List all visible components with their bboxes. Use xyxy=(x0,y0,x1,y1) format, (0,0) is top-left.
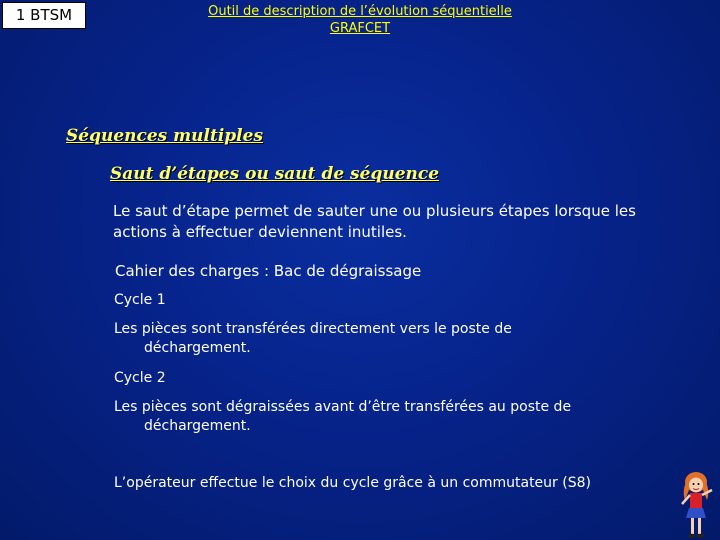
cycle2-text-line2: déchargement. xyxy=(144,418,251,434)
slide-header xyxy=(170,3,550,37)
cycle1-text-line1: Les pièces sont transférées directement vers le poste de xyxy=(114,321,512,337)
section-title: Séquences multiples xyxy=(66,126,264,146)
cycle1-text-line2: déchargement. xyxy=(144,340,251,356)
cycle2-text xyxy=(114,398,571,436)
cartoon-girl-figure xyxy=(676,470,718,540)
operator-text: L’opérateur effectue le choix du cycle grâce à un commutateur (S8) xyxy=(114,475,591,491)
cycle1-label: Cycle 1 xyxy=(114,292,166,308)
cycle2-label: Cycle 2 xyxy=(114,370,166,386)
class-badge: 1 BTSM xyxy=(2,2,86,29)
cycle1-text xyxy=(114,320,512,358)
subsection-title: Saut d’étapes ou saut de séquence xyxy=(110,164,440,184)
intro-paragraph: Le saut d’étape permet de sauter une ou plusieurs étapes lorsque les actions à effectuer deviennent inutiles. xyxy=(113,202,636,241)
header-line-1: Outil de description de l’évolution séquentielle xyxy=(208,4,512,19)
header-line-2: GRAFCET xyxy=(329,21,391,36)
cycle2-text-line1: Les pièces sont dégraissées avant d’être transférées au poste de xyxy=(114,399,572,415)
cahier-des-charges: Cahier des charges : Bac de dégraissage xyxy=(115,262,422,280)
